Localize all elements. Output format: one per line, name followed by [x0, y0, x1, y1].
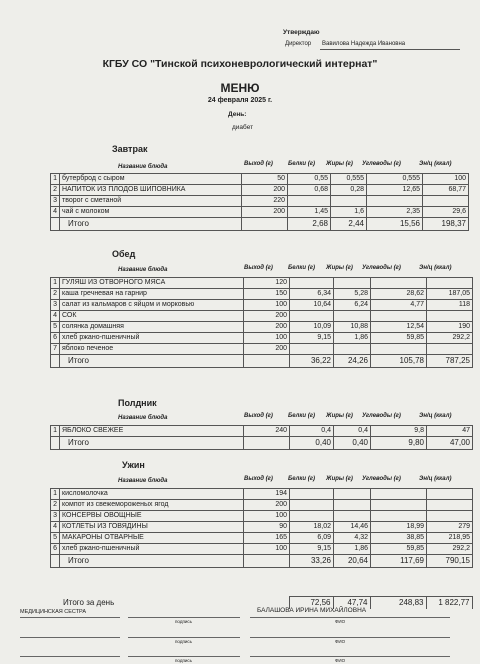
dish-portion: 220: [242, 196, 288, 207]
total-protein: 2,68: [288, 218, 331, 231]
dish-portion: 200: [244, 311, 290, 322]
signature-line-2b: [128, 637, 240, 638]
table-row: [51, 207, 469, 218]
dish-fat: [334, 344, 371, 355]
col-energy: Эн/ц (ккал): [419, 476, 452, 482]
col-portion: Выход (г): [244, 265, 273, 271]
total-protein: 0,40: [290, 437, 334, 450]
col-carbs: Углеводы (г): [362, 476, 401, 482]
dish-fat: 5,28: [334, 289, 371, 300]
nurse-name: БАЛАШОВА ИРИНА МИХАЙЛОВНА: [257, 607, 367, 614]
dish-energy: [427, 500, 473, 511]
table-row: [51, 500, 473, 511]
dish-name: ГУЛЯШ ИЗ ОТВОРНОГО МЯСА: [60, 278, 244, 289]
row-number: 7: [51, 344, 60, 355]
dish-carbs: 38,85: [371, 533, 427, 544]
meal-table-lunch: [50, 277, 473, 368]
meal-title-dinner: Ужин: [122, 460, 145, 470]
director-label: Директор: [285, 41, 312, 47]
dish-carbs: [371, 311, 427, 322]
dish-energy: 29,6: [423, 207, 469, 218]
row-number: 2: [51, 500, 60, 511]
signature-line-2a: [20, 637, 120, 638]
table-row: [51, 289, 473, 300]
menu-title: МЕНЮ: [220, 81, 260, 95]
total-carbs: 117,69: [371, 555, 427, 568]
dish-name: компот из свежемороженых ягод: [60, 500, 244, 511]
menu-date: 24 февраля 2025 г.: [207, 97, 273, 104]
table-row: [51, 511, 473, 522]
meal-table-dinner: [50, 488, 473, 568]
total-row: [51, 555, 473, 568]
col-energy: Эн/ц (ккал): [419, 265, 452, 271]
total-label: Итого: [60, 355, 244, 368]
total-label: Итого: [60, 555, 244, 568]
dish-energy: [423, 196, 469, 207]
row-number: 4: [51, 207, 60, 218]
dish-energy: [427, 489, 473, 500]
dish-carbs: 28,62: [371, 289, 427, 300]
fio-caption: ФИО: [335, 639, 346, 644]
col-protein: Белки (г): [288, 476, 315, 482]
dish-name: хлеб ржано-пшеничный: [60, 544, 244, 555]
row-number: 3: [51, 511, 60, 522]
day-value: диабет: [232, 124, 254, 131]
signature-line-3a: [20, 656, 120, 657]
dish-protein: [290, 511, 334, 522]
dish-name: КОТЛЕТЫ ИЗ ГОВЯДИНЫ: [60, 522, 244, 533]
dish-name: солянка домашняя: [60, 322, 244, 333]
dish-portion: 100: [244, 333, 290, 344]
dish-portion: 165: [244, 533, 290, 544]
col-name: Название блюда: [118, 478, 168, 484]
col-portion: Выход (г): [244, 413, 273, 419]
dish-energy: 279: [427, 522, 473, 533]
row-number: 3: [51, 196, 60, 207]
dish-energy: 100: [423, 174, 469, 185]
table-row: [51, 300, 473, 311]
dish-fat: 1,86: [334, 333, 371, 344]
approval-label: Утверждаю: [283, 29, 320, 36]
dish-carbs: 18,99: [371, 522, 427, 533]
dish-portion: 100: [244, 511, 290, 522]
dish-fat: 6,24: [334, 300, 371, 311]
table-row: [51, 311, 473, 322]
dish-portion: 100: [244, 544, 290, 555]
dish-name: хлеб ржано-пшеничный: [60, 333, 244, 344]
col-carbs: Углеводы (г): [362, 265, 401, 271]
dish-energy: [427, 344, 473, 355]
dish-protein: 10,64: [290, 300, 334, 311]
dish-fat: 1,86: [334, 544, 371, 555]
dish-carbs: 12,54: [371, 322, 427, 333]
grand-total-label: Итого за день: [63, 597, 115, 607]
dish-portion: 200: [244, 500, 290, 511]
dish-portion: 240: [244, 426, 290, 437]
dish-protein: [290, 278, 334, 289]
dish-fat: 4,32: [334, 533, 371, 544]
row-number: 5: [51, 322, 60, 333]
table-row: [51, 489, 473, 500]
col-energy: Эн/ц (ккал): [419, 413, 452, 419]
dish-protein: [290, 500, 334, 511]
dish-protein: 9,15: [290, 333, 334, 344]
dish-name: НАПИТОК ИЗ ПЛОДОВ ШИПОВНИКА: [60, 185, 242, 196]
col-fat: Жиры (г): [326, 476, 353, 482]
dish-portion: 200: [244, 344, 290, 355]
dish-carbs: [371, 278, 427, 289]
total-energy: 198,37: [423, 218, 469, 231]
col-protein: Белки (г): [288, 413, 315, 419]
dish-name: яблоко печеное: [60, 344, 244, 355]
signature-line-2c: [250, 637, 450, 638]
dish-carbs: 9,8: [371, 426, 427, 437]
dish-carbs: 59,85: [371, 544, 427, 555]
dish-protein: 6,34: [290, 289, 334, 300]
col-name: Название блюда: [118, 267, 168, 273]
dish-protein: [290, 344, 334, 355]
col-fat: Жиры (г): [326, 161, 353, 167]
signature-line-3c: [250, 656, 450, 657]
row-number: 1: [51, 278, 60, 289]
total-fat: 24,26: [334, 355, 371, 368]
signature-caption: подпись: [175, 658, 193, 663]
dish-name: кисломолочка: [60, 489, 244, 500]
dish-protein: [290, 311, 334, 322]
dish-energy: 292,2: [427, 333, 473, 344]
dish-protein: 0,55: [288, 174, 331, 185]
total-energy: 790,15: [427, 555, 473, 568]
dish-portion: 150: [244, 289, 290, 300]
dish-protein: 18,02: [290, 522, 334, 533]
dish-portion: 200: [244, 322, 290, 333]
total-energy: 787,25: [427, 355, 473, 368]
dish-fat: [331, 196, 367, 207]
dish-energy: 47: [427, 426, 473, 437]
dish-carbs: [367, 196, 423, 207]
table-row: [51, 344, 473, 355]
dish-fat: 1,6: [331, 207, 367, 218]
dish-protein: [288, 196, 331, 207]
total-fat: 2,44: [331, 218, 367, 231]
col-protein: Белки (г): [288, 161, 315, 167]
dish-fat: [334, 489, 371, 500]
row-number: 4: [51, 311, 60, 322]
total-carbs: 15,56: [367, 218, 423, 231]
dish-energy: 292,2: [427, 544, 473, 555]
table-row: [51, 174, 469, 185]
dish-carbs: [371, 489, 427, 500]
dish-fat: 0,28: [331, 185, 367, 196]
col-carbs: Углеводы (г): [362, 161, 401, 167]
row-number: 2: [51, 289, 60, 300]
signature-caption: подпись: [175, 639, 193, 644]
dish-fat: 0,4: [334, 426, 371, 437]
dish-name: МАКАРОНЫ ОТВАРНЫЕ: [60, 533, 244, 544]
dish-energy: 190: [427, 322, 473, 333]
day-label: День:: [228, 111, 247, 118]
row-number: 2: [51, 185, 60, 196]
col-name: Название блюда: [118, 415, 168, 421]
dish-protein: 1,45: [288, 207, 331, 218]
dish-protein: 0,4: [290, 426, 334, 437]
dish-portion: 200: [242, 185, 288, 196]
dish-name: салат из кальмаров с яйцом и морковью: [60, 300, 244, 311]
total-row: [51, 437, 473, 450]
signature-caption: подпись: [175, 619, 193, 624]
total-fat: 20,64: [334, 555, 371, 568]
col-portion: Выход (г): [244, 161, 273, 167]
grand-total-carbs: 248,83: [370, 597, 426, 610]
total-carbs: 105,78: [371, 355, 427, 368]
col-energy: Эн/ц (ккал): [419, 161, 452, 167]
dish-carbs: [371, 344, 427, 355]
nurse-signature-line: [128, 617, 240, 618]
dish-energy: [427, 311, 473, 322]
row-number: 1: [51, 489, 60, 500]
dish-fat: [334, 278, 371, 289]
dish-name: СОК: [60, 311, 244, 322]
dish-energy: 68,77: [423, 185, 469, 196]
dish-portion: 50: [242, 174, 288, 185]
dish-protein: 10,09: [290, 322, 334, 333]
dish-name: творог с сметаной: [60, 196, 242, 207]
table-row: [51, 544, 473, 555]
table-row: [51, 278, 473, 289]
dish-energy: 187,05: [427, 289, 473, 300]
dish-portion: 100: [244, 300, 290, 311]
dish-carbs: 4,77: [371, 300, 427, 311]
director-name: Вавилова Надежда Ивановна: [322, 41, 406, 47]
row-number: 4: [51, 522, 60, 533]
dish-name: каша гречневая на гарнир: [60, 289, 244, 300]
col-name: Название блюда: [118, 164, 168, 170]
meal-table-breakfast: [50, 173, 469, 231]
dish-carbs: 2,35: [367, 207, 423, 218]
dish-fat: 14,46: [334, 522, 371, 533]
row-number: 3: [51, 300, 60, 311]
total-row: [51, 218, 469, 231]
dish-energy: 118: [427, 300, 473, 311]
dish-fat: [334, 511, 371, 522]
dish-fat: [334, 500, 371, 511]
dish-name: бутерброд с сыром: [60, 174, 242, 185]
row-number: 6: [51, 544, 60, 555]
col-fat: Жиры (г): [326, 265, 353, 271]
dish-name: чай с молоком: [60, 207, 242, 218]
dish-fat: 10,88: [334, 322, 371, 333]
col-carbs: Углеводы (г): [362, 413, 401, 419]
dish-carbs: [371, 511, 427, 522]
table-row: [51, 426, 473, 437]
organization-title: КГБУ СО "Тинской психоневрологический интернат": [102, 58, 378, 70]
dish-energy: [427, 511, 473, 522]
table-row: [51, 533, 473, 544]
meal-title-snack: Полдник: [118, 398, 157, 408]
row-number: 1: [51, 426, 60, 437]
total-fat: 0,40: [334, 437, 371, 450]
dish-carbs: [371, 500, 427, 511]
table-row: [51, 522, 473, 533]
dish-protein: 9,15: [290, 544, 334, 555]
total-label: Итого: [60, 218, 242, 231]
dish-protein: [290, 489, 334, 500]
dish-carbs: 12,65: [367, 185, 423, 196]
grand-total-energy: 1 822,77: [426, 597, 472, 610]
dish-fat: 0,555: [331, 174, 367, 185]
dish-carbs: 0,555: [367, 174, 423, 185]
total-carbs: 9,80: [371, 437, 427, 450]
signature-line-3b: [128, 656, 240, 657]
total-energy: 47,00: [427, 437, 473, 450]
row-number: 5: [51, 533, 60, 544]
meal-table-snack: [50, 425, 473, 450]
dish-protein: 6,09: [290, 533, 334, 544]
fio-caption: ФИО: [335, 658, 346, 663]
dish-protein: 0,68: [288, 185, 331, 196]
total-label: Итого: [60, 437, 244, 450]
dish-name: ЯБЛОКО СВЕЖЕЕ: [60, 426, 244, 437]
col-fat: Жиры (г): [326, 413, 353, 419]
dish-portion: 194: [244, 489, 290, 500]
table-row: [51, 333, 473, 344]
row-number: 6: [51, 333, 60, 344]
table-row: [51, 322, 473, 333]
col-portion: Выход (г): [244, 476, 273, 482]
dish-name: КОНСЕРВЫ ОВОЩНЫЕ: [60, 511, 244, 522]
dish-fat: [334, 311, 371, 322]
nurse-name-line: [250, 617, 450, 618]
director-signature-line: [320, 49, 460, 50]
table-row: [51, 196, 469, 207]
total-protein: 33,26: [290, 555, 334, 568]
table-row: [51, 185, 469, 196]
dish-energy: 218,95: [427, 533, 473, 544]
meal-title-breakfast: Завтрак: [112, 144, 148, 154]
grand-total-fat: 47,74: [333, 597, 370, 610]
total-protein: 36,22: [290, 355, 334, 368]
row-number: 1: [51, 174, 60, 185]
meal-title-lunch: Обед: [112, 249, 136, 259]
grand-total-protein: 72,56: [289, 597, 333, 610]
dish-carbs: 59,85: [371, 333, 427, 344]
dish-portion: 120: [244, 278, 290, 289]
total-row: [51, 355, 473, 368]
dish-portion: 200: [242, 207, 288, 218]
col-protein: Белки (г): [288, 265, 315, 271]
nurse-label: МЕДИЦИНСКАЯ СЕСТРА: [20, 609, 87, 615]
nurse-label-line: [20, 617, 120, 618]
fio-caption: ФИО: [335, 619, 346, 624]
dish-energy: [427, 278, 473, 289]
dish-portion: 90: [244, 522, 290, 533]
